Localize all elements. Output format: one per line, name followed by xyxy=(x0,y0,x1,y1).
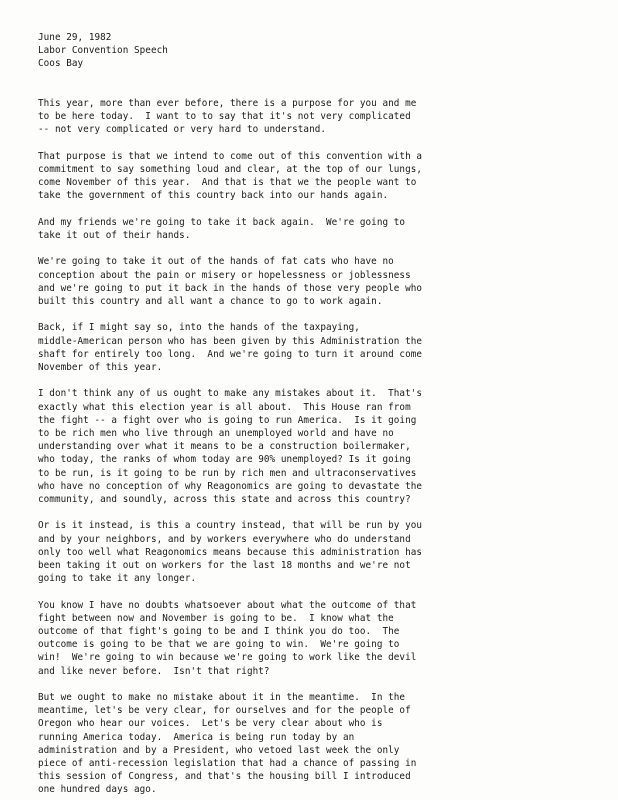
paragraph-line: going to take it any longer. xyxy=(38,573,197,585)
paragraph-line: I don't think any of us ought to make any mistakes about it. That's xyxy=(38,388,423,400)
document-header xyxy=(38,31,168,71)
paragraph-line: been taking it out on workers for the last 18 months and we're not xyxy=(38,560,411,572)
paragraph-line: and we're going to put it back in the hands of those very people who xyxy=(38,282,423,294)
speech-body xyxy=(38,97,608,810)
speech-paragraph xyxy=(38,97,608,137)
paragraph-line: the fight -- a fight over who is going to run America. Is it going xyxy=(38,414,417,426)
paragraph-line: one hundred days ago. xyxy=(38,784,157,796)
paragraph-line: fight between now and November is going to be. I know what the xyxy=(38,612,394,624)
paragraph-line: shaft for entirely too long. And we're going to turn it around come xyxy=(38,348,423,360)
paragraph-line: built this country and all want a chance to go to work again. xyxy=(38,296,383,307)
header-title: Labor Convention Speech xyxy=(38,45,168,57)
paragraph-line: -- not very complicated or very hard to understand. xyxy=(38,124,327,136)
paragraph-line: come November of this year. And that is that we the people want to xyxy=(38,177,417,189)
paragraph-line: community, and soundly, across this state and across this country? xyxy=(38,494,411,506)
paragraph-line: understanding over what it means to be a construction boilermaker, xyxy=(38,441,411,453)
speech-paragraph xyxy=(38,255,608,308)
paragraph-line: Oregon who hear our voices. Let's be very clear about who is xyxy=(38,718,383,730)
paragraph-line: You know I have no doubts whatsoever about what the outcome of that xyxy=(38,599,417,611)
paragraph-line: and by your neighbors, and by workers everywhere who do understand xyxy=(38,533,411,545)
paragraph-line: and like never before. Isn't that right? xyxy=(38,665,270,677)
paragraph-line: only too well what Reagonomics means because this administration has xyxy=(38,546,423,558)
paragraph-line: take the government of this country back into our hands again. xyxy=(38,190,389,202)
speech-paragraph xyxy=(38,599,608,678)
paragraph-line: This year, more than ever before, there is a purpose for you and me xyxy=(38,98,417,109)
paragraph-line: administration and by a President, who vetoed last week the only xyxy=(38,744,400,756)
paragraph-line: outcome is going to be that we are going to win. We're going to xyxy=(38,639,400,651)
paragraph-line: win! We're going to win because we're going to work like the devil xyxy=(38,652,417,664)
paragraph-line: And my friends we're going to take it back again. We're going to xyxy=(38,216,406,228)
paragraph-line: But we ought to make no mistake about it in the meantime. In the xyxy=(38,692,406,704)
paragraph-line: We're going to take it out of the hands of fat cats who have no xyxy=(38,256,394,268)
paragraph-line: to be rich men who live through an unemployed world and have no xyxy=(38,428,394,439)
paragraph-line: meantime, let's be very clear, for ourselves and for the people of xyxy=(38,705,411,717)
paragraph-line: commitment to say something loud and clear, at the top of our lungs, xyxy=(38,164,423,175)
speech-paragraph xyxy=(38,519,608,585)
paragraph-line: this session of Congress, and that's the housing bill I introduced xyxy=(38,771,411,783)
speech-paragraph xyxy=(38,150,608,203)
paragraph-line: who today, the ranks of whom today are 90% unemployed? Is it going xyxy=(38,454,411,466)
paragraph-line: to be here today. I want to to say that it's not very complicated xyxy=(38,111,411,123)
speech-paragraph xyxy=(38,387,608,506)
paragraph-line: November of this year. xyxy=(38,362,163,373)
speech-paragraph xyxy=(38,321,608,374)
paragraph-line: take it out of their hands. xyxy=(38,230,191,241)
speech-paragraph xyxy=(38,691,608,797)
paragraph-line: That purpose is that we intend to come out of this convention with a xyxy=(38,150,423,162)
paragraph-line: outcome of that fight's going to be and I think you do too. The xyxy=(38,626,400,638)
paragraph-line: conception about the pain or misery or hopelessness or joblessness xyxy=(38,269,411,281)
paragraph-line: running America today. America is being run today by an xyxy=(38,731,355,743)
paragraph-line: piece of anti-recession legislation that had a chance of passing in xyxy=(38,758,417,770)
speech-paragraph xyxy=(38,216,608,242)
paragraph-line: who have no conception of why Reagonomics are going to devastate the xyxy=(38,480,423,492)
paragraph-line: Back, if I might say so, into the hands of the taxpaying, xyxy=(38,322,360,334)
header-date: June 29, 1982 xyxy=(38,32,112,43)
paragraph-line: to be run, is it going to be run by rich men and ultraconservatives xyxy=(38,467,417,479)
paragraph-line: exactly what this election year is all about. This House ran from xyxy=(38,401,411,413)
paragraph-line: middle-American person who has been given by this Administration the xyxy=(38,335,423,347)
paragraph-line: Or is it instead, is this a country instead, that will be run by you xyxy=(38,520,423,532)
header-location: Coos Bay xyxy=(38,58,84,70)
